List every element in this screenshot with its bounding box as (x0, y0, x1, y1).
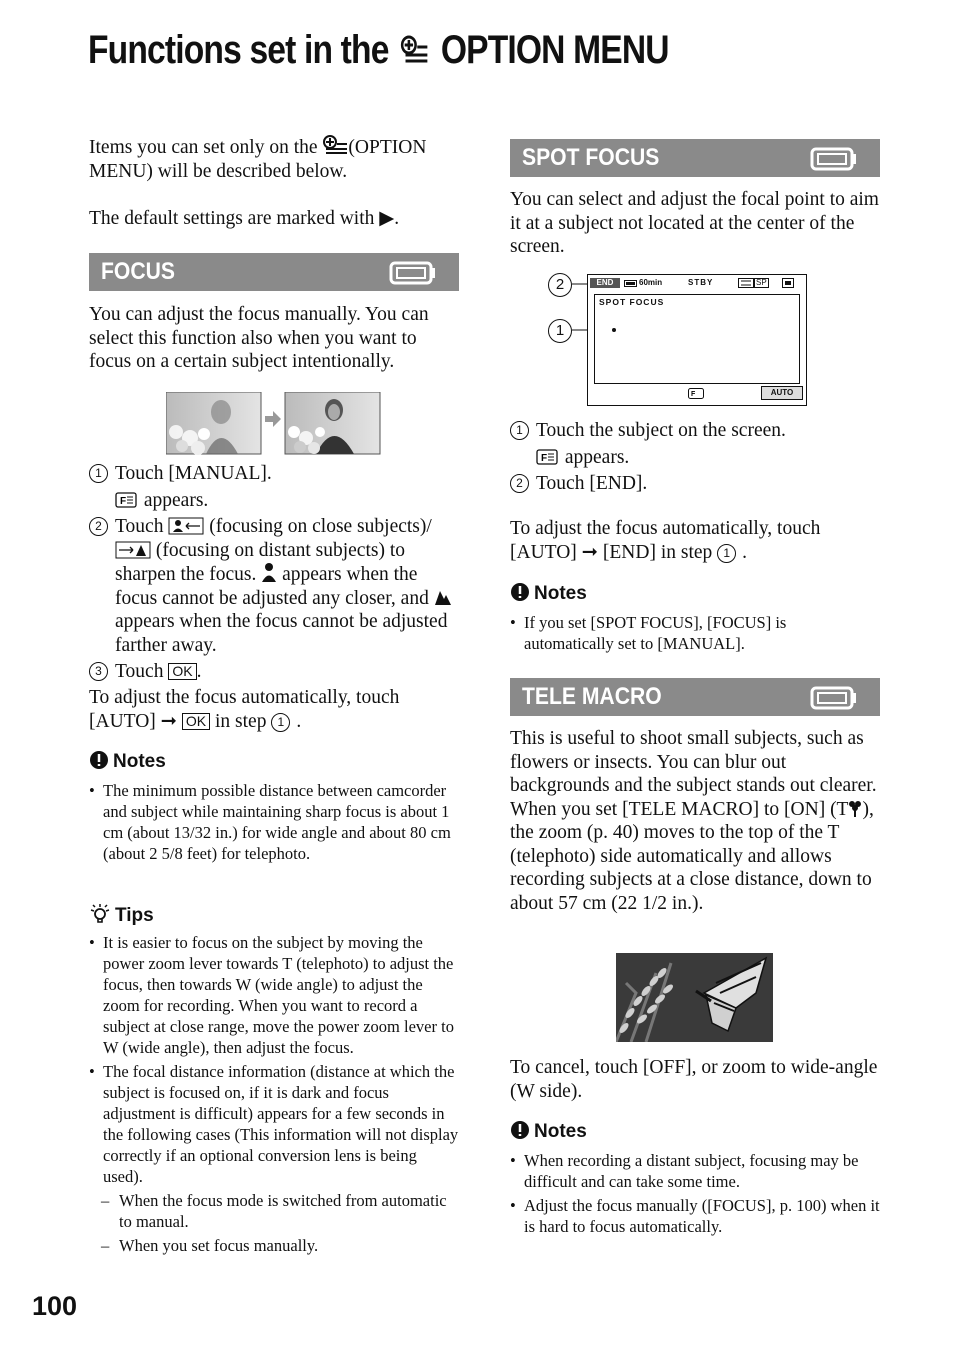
option-menu-icon (400, 30, 429, 75)
butterfly-photo (616, 953, 773, 1047)
callout-2: 2 (548, 273, 572, 297)
person-icon (261, 562, 277, 582)
option-menu-icon (322, 135, 348, 155)
focus-notes-heading (89, 750, 166, 773)
intro-text-3: MENU) will be described below. (89, 160, 348, 182)
focus-notes (89, 780, 459, 864)
tele-notes (510, 1150, 880, 1237)
focus-point-dot (612, 328, 616, 332)
ok-button-label: OK (168, 663, 196, 680)
spot-auto-text: To adjust the focus automatically, touch [AUTO] ➞ [END] in step 1 . (510, 518, 821, 563)
step-text: appears. (564, 446, 630, 468)
tele-notes-heading (510, 1120, 587, 1143)
step-number-2: 2 (89, 517, 108, 536)
spot-notes (510, 612, 880, 654)
step-text: (focusing on distant subjects) to sharpen the focus. (115, 539, 406, 585)
end-button[interactable]: END (590, 278, 620, 288)
hdv-icon (738, 278, 754, 288)
tips-heading (89, 903, 154, 927)
intro-text-2: (OPTION (348, 137, 427, 158)
step-text: Touch [MANUAL]. (115, 463, 272, 484)
spot-step-1b (510, 446, 882, 470)
camera-mode-icon (810, 685, 858, 711)
battery-icon (624, 280, 638, 287)
camera-mode-icon (810, 146, 858, 172)
spot-step-1 (510, 419, 882, 443)
tele-body-2a: When you set [TELE MACRO] to [ON] (T (510, 798, 849, 820)
tip-subitem: – When you set focus manually. (89, 1235, 459, 1256)
focus-step-2 (89, 515, 461, 657)
tips-list (89, 932, 459, 1256)
step-text: Touch [END]. (536, 473, 648, 494)
tele-body-1: This is useful to shoot small subjects, such as flowers or insects. You can blur out backgrounds and the subject stands out clearer. (510, 728, 877, 796)
title-text-2: OPTION MENU (440, 28, 669, 72)
note-item: • If you set [SPOT FOCUS], [FOCUS] is automatically set to [MANUAL]. (510, 612, 880, 654)
spot-focus-icon (688, 388, 706, 399)
record-mode: SP (756, 278, 767, 287)
step-text: Touch the subject on the screen. (536, 420, 786, 441)
focus-step-1b (89, 489, 461, 513)
focus-steps (89, 462, 461, 684)
flower-icon (848, 799, 862, 817)
notes-icon (510, 1120, 530, 1140)
arrow-right-icon (265, 411, 281, 427)
focused-photo (285, 392, 380, 454)
intro (89, 135, 461, 231)
manual-focus-icon (115, 492, 139, 508)
spot-steps (510, 419, 882, 496)
auto-text: To adjust the focus automatically, touch [AUTO] ➞ [END] in step (510, 518, 821, 563)
tips-title: Tips (115, 905, 154, 926)
focus-step-1 (89, 462, 461, 486)
focus-illustration (166, 392, 382, 461)
step-text: appears when the focus cannot be adjusted any closer, and (115, 564, 429, 609)
step-ref-1: 1 (271, 713, 290, 732)
lightbulb-icon (89, 903, 111, 925)
intro-text: Items you can set only on the (89, 137, 318, 158)
blurry-photo (166, 392, 261, 455)
focus-heading-text: FOCUS (101, 258, 175, 285)
touch-area[interactable] (594, 294, 800, 384)
auto-text: To adjust the focus automatically, touch [AUTO] ➞ (89, 687, 400, 732)
tele-cancel-text: To cancel, touch [OFF], or zoom to wide-angle (W side). (510, 1057, 878, 1102)
focus-step-3: 3 Touch OK . (89, 660, 461, 684)
far-focus-icon (115, 541, 151, 559)
svg-text:F: F (691, 391, 696, 398)
notes-title: Notes (534, 1121, 587, 1142)
note-item: • Adjust the focus manually ([FOCUS], p. 100) when it is hard to focus automatically. (510, 1195, 880, 1237)
focus-heading (89, 253, 459, 291)
step-text: appears. (143, 489, 209, 511)
page-number: 100 (32, 1291, 78, 1321)
focus-body: You can adjust the focus manually. You can select this function also when you want to focus on a certain subject intentionally. (89, 304, 429, 372)
page-title (88, 28, 669, 75)
step-text: Touch (115, 661, 164, 682)
step-number-1: 1 (89, 464, 108, 483)
notes-icon (510, 582, 530, 602)
card-icon (782, 278, 794, 288)
camera-mode-icon (389, 260, 437, 286)
spot-heading-text: SPOT FOCUS (522, 144, 660, 171)
auto-text-2: in step (215, 710, 267, 732)
ok-button-label: OK (182, 713, 210, 730)
spot-focus-icon (536, 449, 560, 465)
svg-text:F: F (120, 495, 127, 507)
notes-title: Notes (534, 583, 587, 604)
svg-text:F: F (541, 452, 548, 464)
step-text: Touch (115, 516, 164, 537)
spot-body: You can select and adjust the focal point to aim it at a subject not located at the center of the screen. (510, 189, 879, 257)
note-item: • The minimum possible distance between camcorder and subject while maintaining sharp focus is about 1 cm (about 13/32 in.) for wide angle and about 80 cm (about 2 5/8 feet) for telephoto. (89, 780, 459, 864)
tele-body-2b: ), the zoom (p. 40) moves to the top of the T (telephoto) side automatically and allows recording subjects at a close distance, down to about 57 cm (22 1/2 in.). (510, 798, 874, 914)
spot-step-2 (510, 472, 882, 496)
spot-focus-heading (510, 139, 880, 177)
notes-title: Notes (113, 751, 166, 772)
step-number-1: 1 (510, 421, 529, 440)
step-number-3: 3 (89, 662, 108, 681)
tele-macro-heading (510, 678, 880, 716)
notes-icon (89, 750, 109, 770)
default-note: The default settings are marked with ▶. (89, 208, 400, 229)
tele-body (510, 727, 882, 915)
step-text: (focusing on close subjects)/ (209, 516, 432, 537)
step-number-2: 2 (510, 474, 529, 493)
mountain-icon (434, 588, 452, 606)
callout-1: 1 (548, 319, 572, 343)
standby-status: STBY (688, 278, 714, 287)
near-focus-icon (168, 517, 204, 535)
tele-heading-text: TELE MACRO (522, 683, 662, 710)
tip-subitem: – When the focus mode is switched from automatic to manual. (89, 1190, 459, 1232)
tip-item: • The focal distance information (distance at which the subject is focused on, if it is dark and focus adjustment is difficult) appears for a few seconds in the following cases (This information will not display correctly if an optional conversion lens is being used). (89, 1061, 459, 1187)
step-text: appears when the focus cannot be adjusted farther away. (115, 611, 448, 656)
screen-label: SPOT FOCUS (599, 297, 665, 307)
lcd-frame (587, 274, 807, 406)
note-item: • When recording a distant subject, focusing may be difficult and can take some time. (510, 1150, 880, 1192)
title-text: Functions set in the (88, 28, 389, 72)
spot-notes-heading (510, 582, 587, 605)
tip-item: • It is easier to focus on the subject by moving the power zoom lever towards T (telephoto) to adjust the focus, then towards W (wide angle) to adjust the zoom for recording. When you want to record a subject at close range, move the power zoom lever to W (wide angle), then adjust the focus. (89, 932, 459, 1058)
auto-button[interactable]: AUTO (761, 386, 803, 400)
battery-time: 60min (639, 278, 663, 287)
focus-auto-text: To adjust the focus automatically, touch [AUTO] ➞ OK in step 1 . (89, 687, 400, 732)
step-ref-1: 1 (717, 544, 736, 563)
